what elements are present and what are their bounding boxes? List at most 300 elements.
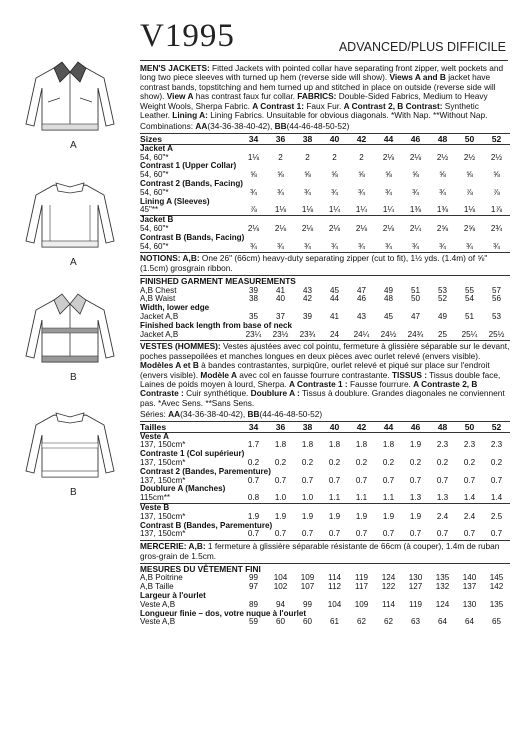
description-text: Tissus à doublure. Grandes diagonales ne conviennent pas. *Avec Sens. **Sans Sens. <box>140 388 505 408</box>
french-measurements-table <box>140 574 510 627</box>
table-cell: 102 <box>273 582 288 592</box>
section-label: Largeur à l'ourlet <box>140 591 206 601</box>
combinations-label: Combinations: <box>140 121 196 132</box>
table-row <box>140 206 510 215</box>
table-cell: 0.7 <box>247 529 260 539</box>
table-cell: 44 <box>329 294 339 304</box>
table-cell: 55 <box>464 285 474 295</box>
table-cell: 112 <box>328 582 341 592</box>
table-cell: 109 <box>300 573 315 583</box>
table-cell: ¾ <box>466 241 473 251</box>
french-notions <box>140 542 510 561</box>
row-label: 54, 60"* <box>140 224 169 234</box>
size-column-header: 46 <box>402 421 429 432</box>
size-column-header: 34 <box>240 133 267 144</box>
table-cell: 0.8 <box>247 493 260 503</box>
description-text: Faux Fur. <box>304 100 344 111</box>
contrast2-label: A Contrast 2, B Contrast: <box>343 100 443 111</box>
table-cell: 2 <box>305 152 310 162</box>
table-cell: 1⅛ <box>247 152 260 162</box>
table-cell: 60 <box>302 617 312 627</box>
table-cell: 0.7 <box>328 475 341 485</box>
jacket-a-back-drawing <box>20 175 120 255</box>
table-cell: 47 <box>356 285 366 295</box>
table-cell: 0.7 <box>463 529 476 539</box>
french-description <box>140 342 510 408</box>
table-cell: 2⅛ <box>355 224 368 234</box>
table-cell: 2.5 <box>490 511 503 521</box>
section-label-row <box>140 432 510 441</box>
section-label-row <box>140 522 510 531</box>
table-cell: 1.0 <box>301 493 314 503</box>
table-row <box>140 243 510 252</box>
table-cell: 1.8 <box>274 440 287 450</box>
section-label-row <box>140 504 510 513</box>
table-cell: 0.2 <box>463 458 476 468</box>
row-label: Jacket A,B <box>140 312 179 322</box>
table-cell: 43 <box>302 285 312 295</box>
english-notions <box>140 254 510 273</box>
table-cell: ¾ <box>331 187 338 197</box>
table-cell: 0.7 <box>490 529 503 539</box>
size-column-header: 48 <box>429 421 456 432</box>
section-label-row <box>140 144 510 153</box>
section-label: Jacket A <box>140 143 173 153</box>
table-cell: 1.3 <box>436 493 449 503</box>
section-label-row <box>140 180 510 189</box>
table-cell: 124 <box>435 599 450 609</box>
table-cell: 24¾ <box>407 329 424 339</box>
row-label: A,B Waist <box>140 294 176 304</box>
table-cell: 1¼ <box>382 205 395 215</box>
table-cell: 41 <box>275 285 285 295</box>
table-cell: 0.7 <box>355 475 368 485</box>
table-cell: 2.4 <box>436 511 449 521</box>
table-cell: ⅝ <box>304 170 311 180</box>
table-cell: ¾ <box>250 187 257 197</box>
illustration-label: A <box>70 140 77 151</box>
table-cell: 1.8 <box>355 440 368 450</box>
jacket-a-front-drawing <box>20 58 120 138</box>
size-column-header: 48 <box>429 133 456 144</box>
size-column-header: 34 <box>240 421 267 432</box>
table-cell: 2 <box>359 152 364 162</box>
table-cell: 1.8 <box>328 440 341 450</box>
table-cell: 1.9 <box>409 440 422 450</box>
description-text: Synthetic Leather. <box>140 100 479 121</box>
description-text: Double-Sided Fabrics, Medium to Heavy Weight Wools, Sherpa Fabric. <box>140 91 488 111</box>
table-cell: 40 <box>275 294 285 304</box>
table-cell: 23½ <box>272 329 289 339</box>
difficulty-level: ADVANCED/PLUS DIFFICILE <box>338 40 506 54</box>
notions-text: One 26" (66cm) heavy-duty separating zipper (cut to fit), 1½ yds. (1.4m) of ⅝" (1.5cm) grosgrain ribbon. <box>140 253 488 273</box>
section-label-row <box>140 304 510 313</box>
size-column-header: 40 <box>321 421 348 432</box>
table-cell: 1.8 <box>301 440 314 450</box>
size-column-header: 40 <box>321 133 348 144</box>
table-cell: 53 <box>437 285 447 295</box>
row-label: A,B Poitrine <box>140 573 183 583</box>
fabrics-label: TISSUS : <box>391 369 427 380</box>
sizes-header-row <box>140 133 510 144</box>
table-cell: 61 <box>329 617 339 627</box>
table-cell: ¾ <box>250 241 257 251</box>
table-cell: 0.2 <box>436 458 449 468</box>
contrast1-label: A Contrast 1: <box>252 100 305 111</box>
table-cell: ⅝ <box>412 170 419 180</box>
table-cell: 0.7 <box>247 475 260 485</box>
measurements-title: MESURES DU VÊTEMENT FINI <box>140 564 261 575</box>
table-cell: 2⅛ <box>382 224 395 234</box>
table-cell: 47 <box>410 312 420 322</box>
size-column-header: 50 <box>456 421 483 432</box>
table-cell: 0.2 <box>247 458 260 468</box>
table-cell: 25¼ <box>461 329 478 339</box>
section-label: Width, lower edge <box>140 303 210 313</box>
notions-title: NOTIONS: A,B: <box>140 253 200 264</box>
table-cell: 25 <box>437 329 447 339</box>
row-label: Veste A,B <box>140 617 176 627</box>
table-cell: 2¾ <box>490 224 503 234</box>
table-cell: 0.2 <box>301 458 314 468</box>
english-measurements-table <box>140 287 510 340</box>
description-text: Tissus double face, Laines de poids moyen à lourd, Sherpa. <box>140 369 501 390</box>
table-cell: 54 <box>464 294 474 304</box>
size-column-header: 42 <box>348 421 375 432</box>
table-cell: 130 <box>408 573 423 583</box>
combo-aa: AA <box>195 121 208 132</box>
table-cell: 1⅛ <box>274 205 287 215</box>
table-cell: 89 <box>248 599 258 609</box>
section-label: Veste B <box>140 504 510 513</box>
row-label: 115cm** <box>140 493 170 503</box>
table-cell: 0.7 <box>274 475 287 485</box>
table-cell: 1.9 <box>409 511 422 521</box>
section-label: Contrast B (Bandes, Parementure) <box>140 520 273 530</box>
table-cell: ⅞ <box>466 187 473 197</box>
table-cell: 45 <box>383 312 393 322</box>
table-cell: 35 <box>248 312 258 322</box>
size-column-header: 42 <box>348 133 375 144</box>
table-cell: 38 <box>248 294 258 304</box>
jacket-b-back-drawing <box>20 405 120 485</box>
section-label-row <box>140 468 510 477</box>
table-cell: 24¼ <box>353 329 370 339</box>
table-cell: 59 <box>248 617 258 627</box>
table-cell: 0.7 <box>436 475 449 485</box>
section-label: Contrast 2 (Bands, Facing) <box>140 179 243 189</box>
table-cell: 135 <box>435 573 450 583</box>
description-title: MEN'S JACKETS: <box>140 63 210 73</box>
table-cell: 1.1 <box>355 493 368 503</box>
table-cell: 2.3 <box>436 440 449 450</box>
pattern-envelope-content <box>140 64 510 627</box>
section-label: Doublure A (Manches) <box>140 484 226 494</box>
table-cell: 145 <box>489 573 504 583</box>
table-cell: 49 <box>437 312 447 322</box>
row-label: Veste A,B <box>140 599 176 609</box>
table-cell: 119 <box>355 573 368 583</box>
views-ab-label: Modèles A et B <box>140 360 199 371</box>
table-cell: ⅝ <box>250 170 257 180</box>
size-column-header: 38 <box>294 133 321 144</box>
sizes-label: Tailles <box>140 421 240 432</box>
table-cell: 2⅛ <box>409 152 422 162</box>
table-cell: 117 <box>355 582 368 592</box>
table-cell: 50 <box>410 294 420 304</box>
table-cell: 140 <box>462 573 477 583</box>
table-cell: 2½ <box>490 152 503 162</box>
table-cell: 2¼ <box>409 224 422 234</box>
table-cell: 2½ <box>463 152 476 162</box>
row-label: 54, 60"* <box>140 241 169 251</box>
lining-label: Lining A: <box>172 110 208 121</box>
english-description <box>140 64 510 120</box>
french-yardage-table <box>140 421 510 540</box>
table-cell: 48 <box>383 294 393 304</box>
table-cell: ¾ <box>331 241 338 251</box>
row-label: 54, 60"* <box>140 187 169 197</box>
combo-aa-sizes: (34-36-38-40-42), <box>207 121 275 132</box>
notions-text: 1 fermeture à glissière séparable résistante de 66cm (à couper), 1.4m de ruban gros-grain de 1.5cm. <box>140 541 500 561</box>
illustration-label: B <box>70 487 77 498</box>
table-cell: 1.9 <box>247 511 260 521</box>
table-cell: 135 <box>489 599 504 609</box>
table-row <box>140 494 510 503</box>
table-cell: 0.7 <box>301 529 314 539</box>
table-cell: ¾ <box>439 241 446 251</box>
illustration-view-b-front <box>20 290 120 370</box>
table-cell: ¾ <box>412 241 419 251</box>
size-column-header: 52 <box>483 133 510 144</box>
section-label-row <box>140 322 510 331</box>
table-cell: ⅝ <box>331 170 338 180</box>
table-cell: 2.3 <box>490 440 503 450</box>
combo-aa: AA <box>168 409 181 420</box>
size-column-header: 52 <box>483 421 510 432</box>
table-cell: 104 <box>273 573 288 583</box>
table-row <box>140 530 510 539</box>
table-cell: ¾ <box>412 187 419 197</box>
combo-bb: BB <box>274 121 287 132</box>
fabrics-label: FABRICS: <box>297 91 337 102</box>
row-label: 137, 150cm* <box>140 440 186 450</box>
table-cell: 124 <box>381 573 396 583</box>
table-cell: 99 <box>302 599 312 609</box>
table-cell: 37 <box>275 312 285 322</box>
table-row <box>140 287 510 296</box>
section-label-row <box>140 234 510 243</box>
section-label-row <box>140 162 510 171</box>
table-cell: 1.8 <box>382 440 395 450</box>
table-cell: ¾ <box>277 241 284 251</box>
sizes-label: Sizes <box>140 133 240 144</box>
table-cell: 97 <box>248 582 258 592</box>
table-cell: 1.9 <box>355 511 368 521</box>
row-label: 54, 60"* <box>140 152 169 162</box>
table-cell: ⅝ <box>439 170 446 180</box>
table-cell: ⅝ <box>493 170 500 180</box>
size-column-header: 46 <box>402 133 429 144</box>
table-cell: ¾ <box>277 187 284 197</box>
table-row <box>140 618 510 627</box>
table-cell: 0.2 <box>355 458 368 468</box>
table-cell: 63 <box>410 617 420 627</box>
table-cell: 42 <box>302 294 312 304</box>
table-cell: 0.7 <box>382 475 395 485</box>
table-cell: 1.9 <box>328 511 341 521</box>
table-cell: 99 <box>248 573 258 583</box>
row-label: 54, 60"* <box>140 170 169 180</box>
table-cell: 107 <box>300 582 315 592</box>
table-cell: 24 <box>329 329 339 339</box>
table-cell: 46 <box>356 294 366 304</box>
section-label-row <box>140 485 510 494</box>
table-cell: 62 <box>383 617 393 627</box>
description-text: Fitted Jackets with pointed collar have separating front zipper, welt pockets and long two piece sleeves with turned up hem (reverse side will show). <box>140 63 504 83</box>
measurements-title: FINISHED GARMENT MEASUREMENTS <box>140 276 296 287</box>
section-label: Contrast 2 (Bandes, Parementure) <box>140 466 271 476</box>
table-cell: 1.9 <box>382 511 395 521</box>
section-label: Contraste 1 (Col supérieur) <box>140 449 245 459</box>
table-cell: ¾ <box>385 187 392 197</box>
table-cell: 39 <box>302 312 312 322</box>
table-cell: 1.1 <box>382 493 395 503</box>
table-cell: 60 <box>275 617 285 627</box>
table-cell: 1.4 <box>463 493 476 503</box>
size-column-header: 36 <box>267 133 294 144</box>
header-rule <box>140 60 508 61</box>
table-cell: ¾ <box>385 241 392 251</box>
table-cell: ⅝ <box>466 170 473 180</box>
table-cell: 122 <box>381 582 396 592</box>
table-cell: 56 <box>491 294 501 304</box>
table-cell: ⅝ <box>358 170 365 180</box>
table-cell: ¾ <box>304 241 311 251</box>
table-cell: 127 <box>408 582 423 592</box>
table-cell: 0.2 <box>490 458 503 468</box>
description-text: Cuir synthétique. <box>183 388 251 399</box>
table-cell: 2⅛ <box>382 152 395 162</box>
table-cell: ¾ <box>493 241 500 251</box>
description-text: avec col en fausse fourrure contrastante. <box>236 369 392 380</box>
table-row <box>140 574 510 583</box>
pattern-number: V1995 <box>140 18 235 54</box>
table-cell: 2⅛ <box>247 224 260 234</box>
table-cell: 132 <box>435 582 450 592</box>
combo-bb-sizes: (44-46-48-50-52) <box>259 409 323 420</box>
table-cell: 2 <box>278 152 283 162</box>
illustration-view-b-back <box>20 405 120 485</box>
contrast2-label: A Contraste 2, B Contraste : <box>140 379 478 399</box>
combo-bb: BB <box>247 409 260 420</box>
table-cell: 2⅝ <box>463 224 476 234</box>
description-text: Vestes ajustées avec col pointu, fermeture à glissière séparable sur le devant, poches passepoilées et manches longues en deux pièces avec ourlet relevé (envers visible). <box>140 341 510 361</box>
table-cell: 1⅛ <box>463 205 476 215</box>
table-cell: 114 <box>382 599 395 609</box>
section-label: Longueur finie – dos, votre nuque à l'ourlet <box>140 608 307 618</box>
lining-label: Doublure A : <box>250 388 300 399</box>
section-label: Finished back length from base of neck <box>140 320 293 330</box>
table-cell: 57 <box>491 285 501 295</box>
table-cell: 0.2 <box>409 458 422 468</box>
notions-title: MERCERIE: A,B: <box>140 541 206 552</box>
table-cell: 0.7 <box>301 475 314 485</box>
table-cell: ⅝ <box>277 170 284 180</box>
table-cell: 62 <box>356 617 366 627</box>
table-cell: 0.7 <box>409 529 422 539</box>
table-cell: 0.7 <box>274 529 287 539</box>
illustration-view-a-back <box>20 175 120 255</box>
row-label: 137, 150cm* <box>140 458 186 468</box>
section-label: Lining A (Sleeves) <box>140 196 210 206</box>
table-cell: 114 <box>328 573 341 583</box>
view-a-label: View A <box>166 91 194 102</box>
table-cell: 2⅛ <box>274 224 287 234</box>
size-column-header: 44 <box>375 421 402 432</box>
view-a-label: Modèle A <box>200 369 237 380</box>
table-cell: ¾ <box>358 241 365 251</box>
table-cell: 2½ <box>436 152 449 162</box>
table-cell: 51 <box>410 285 420 295</box>
table-cell: 51 <box>464 312 474 322</box>
table-cell: 1⅜ <box>436 205 449 215</box>
description-text: has contrast faux fur collar. <box>193 91 298 102</box>
table-cell: 2.4 <box>463 511 476 521</box>
table-cell: 1.9 <box>274 511 287 521</box>
section-label: Contrast 1 (Upper Collar) <box>140 161 237 171</box>
illustration-label: B <box>70 372 77 383</box>
table-cell: 0.7 <box>328 529 341 539</box>
table-cell: 2.3 <box>463 440 476 450</box>
table-cell: 1.3 <box>409 493 422 503</box>
row-label: Jacket A,B <box>140 329 179 339</box>
table-cell: 0.2 <box>274 458 287 468</box>
row-label: A,B Chest <box>140 285 177 295</box>
table-cell: 43 <box>356 312 366 322</box>
table-cell: 137 <box>462 582 477 592</box>
row-label: 45"** <box>140 205 159 215</box>
table-cell: 52 <box>437 294 447 304</box>
table-cell: 1.9 <box>301 511 314 521</box>
table-cell: 142 <box>489 582 504 592</box>
section-label-row <box>140 198 510 207</box>
table-cell: 1¼ <box>355 205 368 215</box>
table-cell: 23¾ <box>299 329 316 339</box>
section-label-row <box>140 610 510 619</box>
description-text: Fausse fourrure. <box>347 379 414 390</box>
table-cell: 1.1 <box>328 493 341 503</box>
table-cell: 130 <box>462 599 477 609</box>
table-cell: 0.7 <box>436 529 449 539</box>
english-yardage-table <box>140 133 510 252</box>
table-cell: 0.7 <box>490 475 503 485</box>
row-label: 137, 150cm* <box>140 475 186 485</box>
illustration-view-a-front <box>20 58 120 138</box>
table-cell: 0.2 <box>328 458 341 468</box>
description-text: Lining Fabrics. Unsuitable for obvious diagonals. *With Nap. **Without Nap. <box>207 110 488 121</box>
description-text: à bandes contrastantes, surpiqûre, ourlet relevé et piqué sur place sur l'endroit (envers visible). <box>140 360 490 380</box>
row-label: 137, 150cm* <box>140 511 186 521</box>
series-line <box>140 410 510 419</box>
combo-bb-sizes: (44-46-48-50-52) <box>286 121 350 132</box>
size-column-header: 38 <box>294 421 321 432</box>
combinations-line <box>140 122 510 131</box>
section-label: Veste A <box>140 431 169 441</box>
section-label: Jacket B <box>140 216 510 225</box>
table-cell: 104 <box>327 599 342 609</box>
table-cell: 0.7 <box>382 529 395 539</box>
